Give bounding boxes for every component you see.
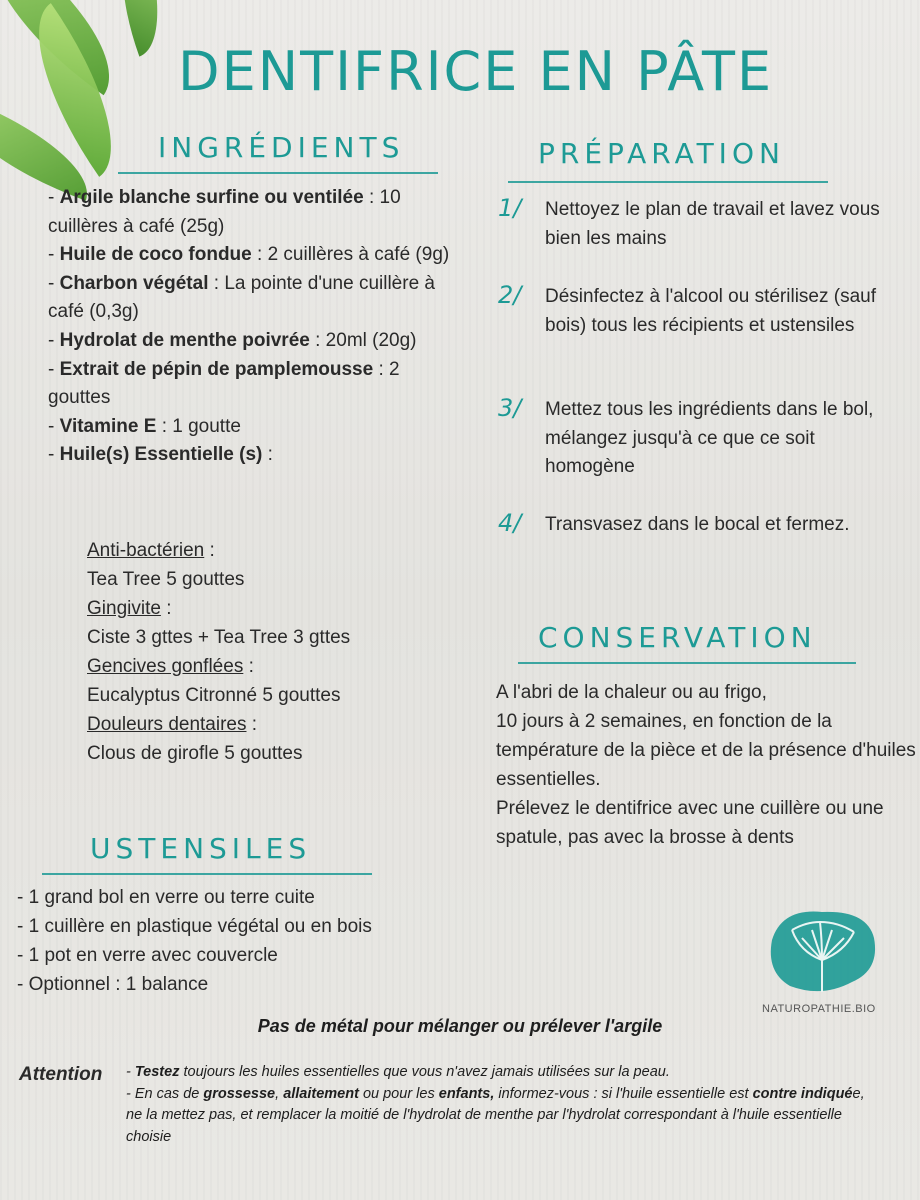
conservation-line: Prélevez le dentifrice avec une cuillère ou une spatule, pas avec la brosse à dents (496, 798, 884, 848)
ustensile-item: - 1 grand bol en verre ou terre cuite (17, 887, 315, 908)
ingredient-item: - Argile blanche surfine ou ventilée : 10 cuillères à café (25g) (48, 187, 401, 237)
conservation-line: 10 jours à 2 semaines, en fonction de la température de la pièce et de la présence d'huiles essentielles. (496, 711, 916, 790)
oil-category: Anti-bactérien : (87, 540, 215, 561)
heading-underline (118, 172, 438, 174)
ustensiles-heading: USTENSILES (90, 832, 312, 865)
ingredient-item: - Charbon végétal : La pointe d'une cuillère à café (0,3g) (48, 272, 435, 323)
step-text: Désinfectez à l'alcool ou stérilisez (sauf bois) tous les récipients et ustensiles (545, 286, 876, 336)
attention-label: Attention (19, 1064, 103, 1085)
warning-note: Pas de métal pour mélanger ou prélever l'argile (257, 1016, 663, 1036)
ginkgo-leaf-icon (762, 900, 882, 1005)
preparation-heading: PRÉPARATION (538, 137, 785, 170)
ustensiles-list (17, 883, 372, 999)
preparation-step (498, 511, 898, 540)
step-text: Transvasez dans le bocal et fermez. (545, 514, 850, 535)
step-number: 3/ (498, 394, 522, 422)
oil-category: Douleurs dentaires : (87, 714, 258, 735)
preparation-step (498, 283, 898, 340)
ustensile-item: - 1 pot en verre avec couvercle (17, 945, 278, 966)
ingredient-item: - Hydrolat de menthe poivrée : 20ml (20g) (48, 329, 417, 351)
attention-line: - En cas de grossesse, allaitement ou pour les enfants, informez-vous : si l'huile essentielle est contre indiquée, ne la mettez pas, et remplacer la moitié de l'hydrolat de menthe par l'hydrolat correspondant à l'huile essentielle choisie (126, 1085, 865, 1145)
ingredients-heading: INGRÉDIENTS (158, 131, 405, 164)
oil-value: Ciste 3 gttes + Tea Tree 3 gttes (87, 627, 351, 648)
essential-oils-list (87, 536, 350, 768)
oil-value: Clous de girofle 5 gouttes (87, 743, 303, 764)
page-title: DENTIFRICE EN PÂTE (178, 40, 774, 103)
conservation-line: A l'abri de la chaleur ou au frigo, (496, 682, 767, 703)
ustensile-item: - Optionnel : 1 balance (17, 974, 209, 995)
heading-underline (508, 181, 828, 183)
step-text: Nettoyez le plan de travail et lavez vous bien les mains (545, 199, 880, 249)
step-number: 1/ (498, 194, 522, 222)
heading-underline (518, 662, 856, 664)
conservation-text (496, 678, 916, 852)
ingredients-list (48, 184, 458, 470)
leaf-decoration (98, 0, 181, 57)
preparation-step (498, 196, 898, 253)
ingredient-item: - Extrait de pépin de pamplemousse : 2 gouttes (48, 358, 400, 409)
step-text: Mettez tous les ingrédients dans le bol, mélangez jusqu'à ce que ce soit homogène (545, 399, 874, 478)
oil-category: Gingivite : (87, 598, 172, 619)
heading-underline (42, 873, 372, 875)
step-number: 4/ (498, 509, 522, 537)
step-number: 2/ (498, 281, 522, 309)
ingredient-item: - Huile(s) Essentielle (s) : (48, 444, 273, 466)
conservation-heading: CONSERVATION (538, 621, 817, 654)
ustensile-item: - 1 cuillère en plastique végétal ou en bois (17, 916, 372, 937)
attention-text (126, 1062, 866, 1148)
preparation-step (498, 396, 898, 482)
logo-text: NATUROPATHIE.BIO (762, 1003, 876, 1015)
ingredient-item: - Vitamine E : 1 goutte (48, 415, 241, 437)
oil-category: Gencives gonflées : (87, 656, 254, 677)
oil-value: Eucalyptus Citronné 5 gouttes (87, 685, 341, 706)
ingredient-item: - Huile de coco fondue : 2 cuillères à café (9g) (48, 244, 450, 266)
oil-value: Tea Tree 5 gouttes (87, 569, 245, 590)
attention-line: - Testez toujours les huiles essentielles que vous n'avez jamais utilisées sur la peau. (126, 1064, 670, 1080)
